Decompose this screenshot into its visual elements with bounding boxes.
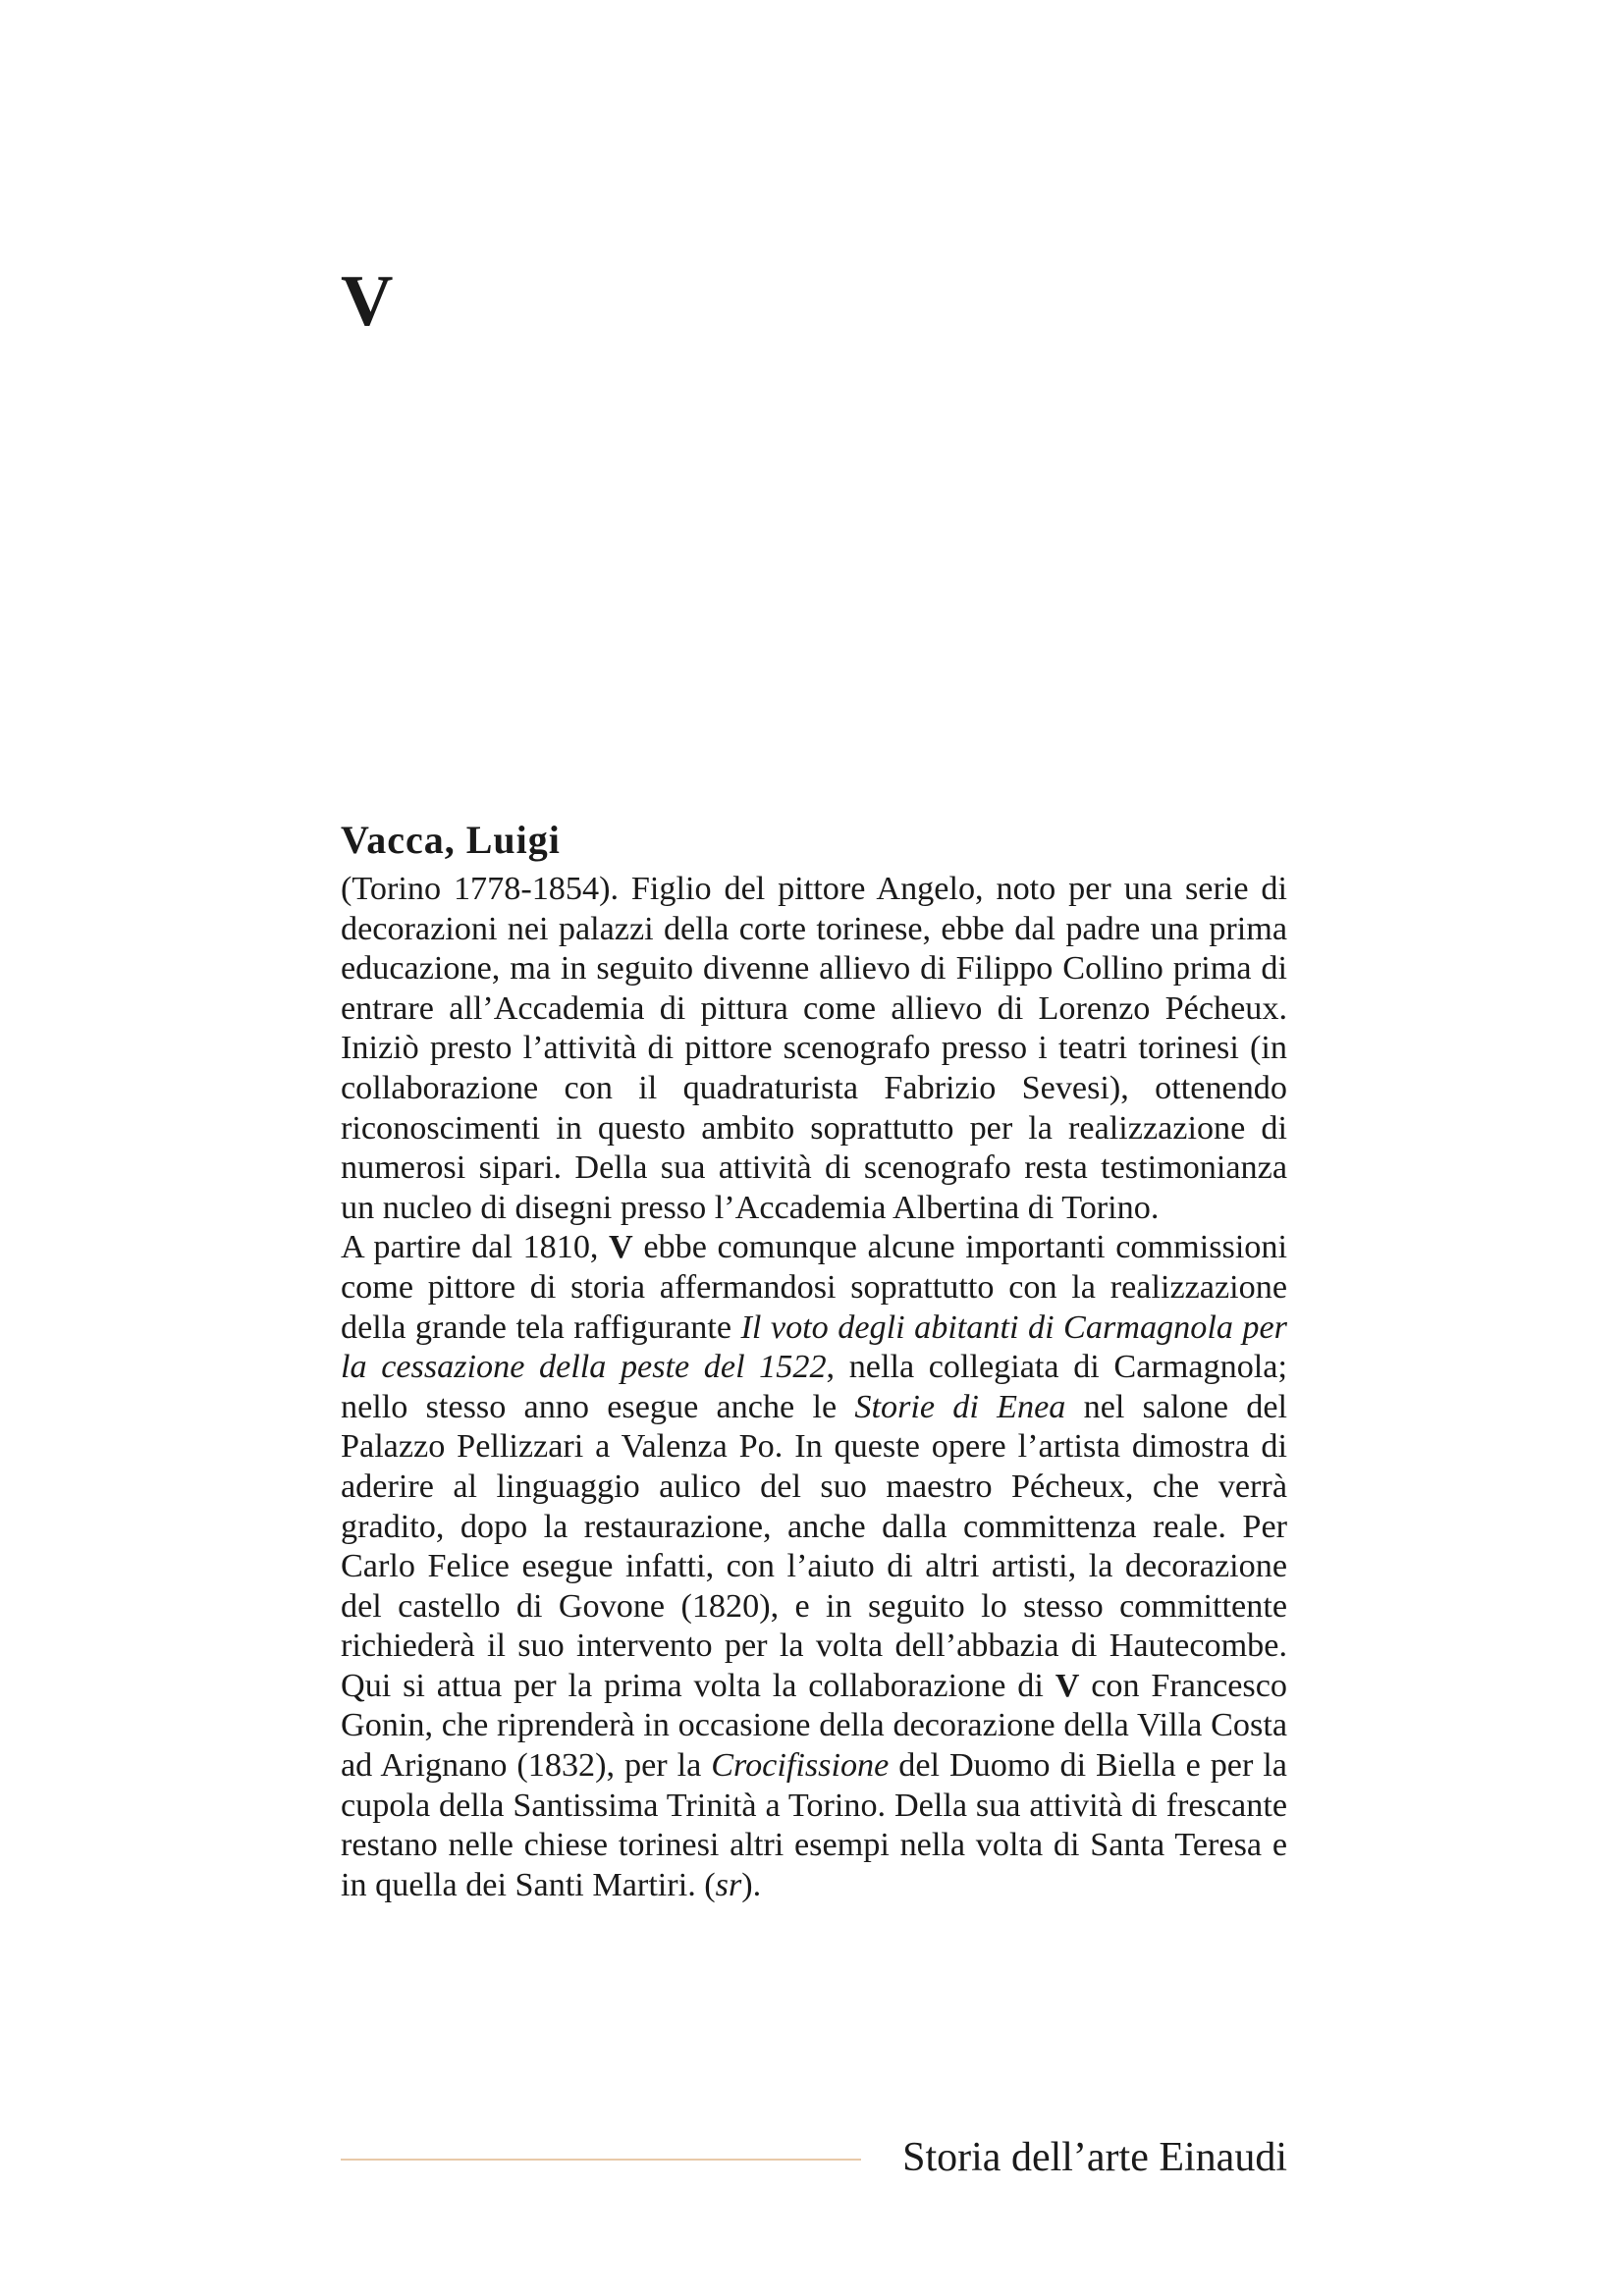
work-title: Storie di Enea — [854, 1388, 1066, 1425]
subject-abbreviation: V — [1055, 1667, 1080, 1704]
entry-paragraph-2 — [341, 1228, 1287, 1905]
footer-brand: Storia dell’arte Einaudi — [902, 2135, 1287, 2180]
text-run: con Francesco Gonin, che riprenderà in occasione della decorazione della Villa Costa ad Arignano (1832), per la — [341, 1667, 1287, 1785]
text-run: nel salone del Palazzo Pellizzari a Valenza Po. In queste opere l’artista dimostra di aderire al linguaggio aulico del suo maestro Pécheux, che verrà gradito, dopo la restaurazione, anche dalla committenza reale. Per Carlo Felice esegue infatti, con l’aiuto di altri artisti, la decorazione del castello di Govone (1820), e in seguito lo stesso committente richiederà il suo intervento per la volta dell’abbazia di Hautecombe. Qui si attua per la prima volta la collaborazione di — [341, 1388, 1288, 1704]
work-title: Il voto degli abitanti di Carmagnola per la cessazione della peste del 1522 — [341, 1308, 1287, 1386]
entry-paragraph-1: (Torino 1778-1854). Figlio del pittore Angelo, noto per una serie di decorazioni nei palazzi della corte torinese, ebbe dal padre una prima educazione, ma in seguito divenne allievo di Filippo Collino prima di entrare all’Accademia di pittura come allievo di Lorenzo Pécheux. Iniziò presto l’attività di pittore scenografo presso i teatri torinesi (in collaborazione con il quadraturista Fabrizio Sevesi), ottenendo riconoscimenti in questo ambito soprattutto per la realizzazione di numerosi sipari. Della sua attività di scenografo resta testimonianza un nucleo di disegni presso l’Accademia Albertina di Torino. — [341, 871, 1287, 1226]
entry-title: Vacca, Luigi — [341, 818, 561, 862]
text-run: A partire dal 1810, — [341, 1229, 610, 1266]
text-run: del Duomo di Biella e per la cupola della Santissima Trinità a Torino. Della sua attività di frescante restano nelle chiese torinesi altri esempi nella volta di Santa Teresa e in quella dei Santi Martiri. ( — [341, 1747, 1287, 1903]
section-letter: V — [341, 261, 394, 342]
subject-abbreviation: V — [609, 1229, 633, 1266]
footer-rule — [341, 2159, 861, 2161]
author-initials: sr — [715, 1866, 742, 1903]
entry-body — [341, 870, 1287, 1905]
encyclopedia-entry — [341, 817, 1287, 1905]
text-run: , nella collegiata di Carmagnola; nello stesso anno esegue anche le — [341, 1349, 1287, 1425]
work-title: Crocifissione — [711, 1747, 890, 1785]
text-run: ). — [741, 1866, 762, 1903]
text-run: ebbe comunque alcune importanti commissioni come pittore di storia affermandosi soprattutto con la realizzazione della grande tela raffigurante — [341, 1229, 1287, 1346]
